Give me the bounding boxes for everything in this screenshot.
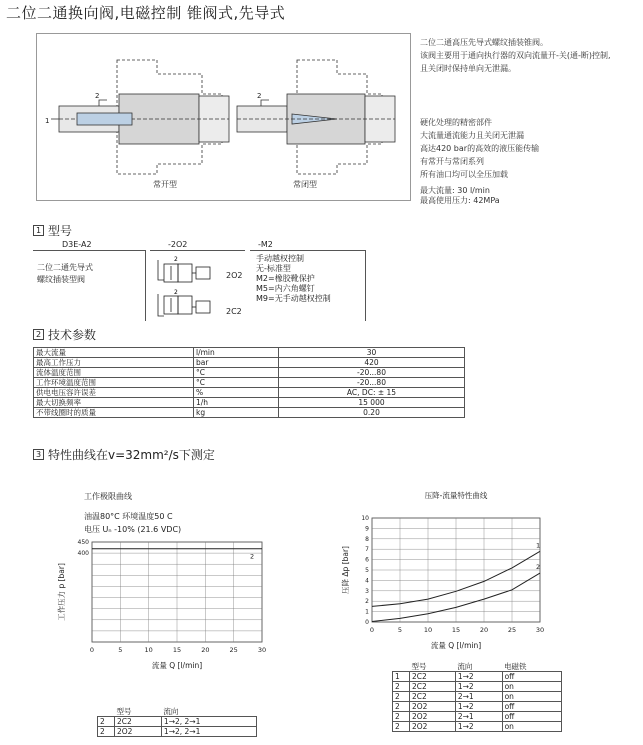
feature-line: 所有油口均可以全压加载 xyxy=(420,170,508,179)
y-tick-label: 6 xyxy=(365,556,369,564)
legend-row xyxy=(98,727,257,737)
legend-cell: 1 xyxy=(393,672,410,682)
section-curves-heading xyxy=(33,446,215,463)
symbol-label-2c2: 2C2 xyxy=(226,307,242,316)
option-line: M2=橡胶靴保护 xyxy=(256,274,315,283)
section-model-heading xyxy=(33,222,72,239)
tech-param-name: 最高工作压力 xyxy=(34,358,194,368)
x-tick-label: 5 xyxy=(397,626,403,634)
y-tick-label: 4 xyxy=(365,577,369,585)
section-tech-heading xyxy=(33,326,96,343)
legend-header-cell: 流向 xyxy=(455,662,502,672)
legend-row xyxy=(98,717,257,727)
legend-cell: 2 xyxy=(393,682,410,692)
legend-cell: 2→1 xyxy=(455,692,502,702)
legend-cell: 2C2 xyxy=(410,672,456,682)
model-code-option: -M2 xyxy=(258,240,273,249)
x-axis-label: 流量 Q [l/min] xyxy=(151,661,203,670)
feature-line: 高达420 bar的高效的液压能传输 xyxy=(420,144,540,153)
x-tick-label: 0 xyxy=(89,646,95,654)
tech-row xyxy=(34,348,465,358)
symbol-port-2-bottom: 2 xyxy=(174,289,178,296)
section-number: 1 xyxy=(33,225,44,236)
tech-param-name: 最大切换频率 xyxy=(34,398,194,408)
legend-cell: 1→2 xyxy=(455,702,502,712)
legend-cell: 2 xyxy=(393,702,410,712)
tech-param-name: 最大流量 xyxy=(34,348,194,358)
section-number: 3 xyxy=(33,449,44,460)
model-variant-line xyxy=(150,250,245,251)
y-tick-label: 1 xyxy=(365,608,369,616)
x-tick-label: 30 xyxy=(535,626,545,634)
tech-param-value: 0.20 xyxy=(279,408,465,418)
feature-line: 硬化处理的精密部件 xyxy=(420,118,492,127)
legend-row xyxy=(393,682,562,692)
y-tick-label: 9 xyxy=(365,525,369,533)
y-tick-label: 5 xyxy=(365,567,369,574)
y-tick-label: 3 xyxy=(365,587,369,595)
tech-param-name: 流体温度范围 xyxy=(34,368,194,378)
legend-cell: 1→2 xyxy=(455,722,502,732)
x-tick-label: 0 xyxy=(369,626,375,634)
legend-header-cell xyxy=(98,707,115,717)
page-title: 二位二通换向阀,电磁控制 锥阀式,先导式 xyxy=(6,4,286,22)
description-features xyxy=(420,116,539,181)
tech-param-unit: 1/h xyxy=(194,398,279,408)
legend-cell: 2O2 xyxy=(410,712,456,722)
tech-row xyxy=(34,358,465,368)
port-2-open: 2 xyxy=(95,92,100,100)
tech-param-unit: l/min xyxy=(194,348,279,358)
legend-header-row xyxy=(393,662,562,672)
section-number: 2 xyxy=(33,329,44,340)
label-open-type: 常开型 xyxy=(153,180,177,189)
chart1-title: 工作极限曲线 xyxy=(84,492,132,501)
chart2-title: 压降-流量特性曲线 xyxy=(424,491,488,500)
chart1-legend-table xyxy=(97,707,257,737)
tech-param-name: 工作环境温度范围 xyxy=(34,378,194,388)
model-code-variant: -2O2 xyxy=(168,240,188,249)
x-tick-label: 20 xyxy=(201,646,210,654)
x-tick-label: 5 xyxy=(118,646,123,654)
y-tick-label: 400 xyxy=(77,550,89,558)
port-2-closed: 2 xyxy=(257,92,262,100)
y-tick-label: 450 xyxy=(77,539,89,546)
desc-line: 二位二通高压先导式螺纹插装锥阀。 xyxy=(420,38,548,47)
model-description xyxy=(37,262,93,286)
label-closed-type: 常闭型 xyxy=(293,180,317,189)
tech-param-unit: kg xyxy=(194,408,279,418)
section-title: 特性曲线在v=32mm²/s下测定 xyxy=(48,448,215,462)
series-label: 1 xyxy=(536,541,541,550)
model-options-list xyxy=(256,254,331,304)
legend-header-cell xyxy=(393,662,410,672)
y-tick-label: 7 xyxy=(365,546,369,554)
legend-cell: off xyxy=(502,702,561,712)
legend-row xyxy=(393,722,562,732)
legend-cell: 1→2 xyxy=(455,682,502,692)
valve-cross-section-svg xyxy=(37,34,410,200)
model-desc-line: 二位二通先导式 xyxy=(37,263,93,272)
tech-row xyxy=(34,398,465,408)
tech-param-value: -20...80 xyxy=(279,378,465,388)
x-tick-label: 25 xyxy=(507,626,517,634)
section-title: 型号 xyxy=(48,224,73,238)
legend-cell: 1→2, 2→1 xyxy=(161,717,256,727)
legend-cell: on xyxy=(502,682,561,692)
y-tick-label: 10 xyxy=(361,515,369,522)
tech-param-value: AC, DC: ± 15 xyxy=(279,388,465,398)
option-line: 无-标准型 xyxy=(256,264,291,273)
legend-header-cell: 电磁铁 xyxy=(502,662,561,672)
legend-cell: 2C2 xyxy=(410,692,456,702)
cross-section-drawing xyxy=(36,33,411,201)
legend-row xyxy=(393,702,562,712)
legend-header-cell: 型号 xyxy=(410,662,456,672)
chart-working-limit xyxy=(50,536,280,676)
legend-cell: 2O2 xyxy=(115,727,162,737)
legend-row xyxy=(393,712,562,722)
y-tick-label: 2 xyxy=(365,598,369,606)
chart-pressure-drop xyxy=(330,486,560,656)
x-axis-label: 流量 Q [l/min] xyxy=(430,641,482,650)
feature-line: 有常开与常闭系列 xyxy=(420,157,484,166)
legend-cell: on xyxy=(502,722,561,732)
chart1-condition-1: 油温80°C 环境温度50 C xyxy=(84,512,173,521)
option-line: 手动越权控制 xyxy=(256,254,304,263)
option-line: M5=内六角螺钉 xyxy=(256,284,315,293)
legend-cell: 2 xyxy=(393,692,410,702)
tech-params-table xyxy=(33,347,465,418)
description-top xyxy=(420,36,611,75)
option-line: M9=无手动越权控制 xyxy=(256,294,331,303)
x-tick-label: 15 xyxy=(451,626,461,634)
y-axis-label: 工作压力 p [bar] xyxy=(57,563,66,621)
tech-param-unit: bar xyxy=(194,358,279,368)
legend-header-cell: 流向 xyxy=(161,707,256,717)
series-label: 2 xyxy=(536,563,541,572)
legend-cell: 2 xyxy=(98,717,115,727)
tech-row xyxy=(34,408,465,418)
chart1-condition-2: 电压 Uₙ -10% (21.6 VDC) xyxy=(84,525,182,534)
y-axis-label: 压降 Δp [bar] xyxy=(341,546,350,594)
x-tick-label: 10 xyxy=(423,626,433,634)
rating-line: 最高使用压力: 42MPa xyxy=(420,196,500,205)
legend-cell: 2 xyxy=(98,727,115,737)
tech-param-value: 30 xyxy=(279,348,465,358)
tech-row xyxy=(34,378,465,388)
tech-param-unit: °C xyxy=(194,378,279,388)
legend-cell: 2 xyxy=(393,722,410,732)
legend-cell: 2C2 xyxy=(410,682,456,692)
section-title: 技术参数 xyxy=(48,328,97,342)
series-label: 2 xyxy=(250,552,255,561)
description-ratings xyxy=(420,186,500,206)
legend-cell: on xyxy=(502,692,561,702)
tech-param-unit: % xyxy=(194,388,279,398)
tech-param-name: 供电电压容许误差 xyxy=(34,388,194,398)
legend-cell: 2 xyxy=(393,712,410,722)
chart2-legend-table xyxy=(392,662,562,732)
x-tick-label: 30 xyxy=(257,646,267,654)
port-1-open: 1 xyxy=(45,117,50,125)
symbol-label-2o2: 2O2 xyxy=(226,271,243,280)
tech-row xyxy=(34,388,465,398)
legend-cell: 2C2 xyxy=(115,717,162,727)
tech-param-value: -20...80 xyxy=(279,368,465,378)
legend-cell: off xyxy=(502,712,561,722)
feature-line: 大流量通流能力且关闭无泄漏 xyxy=(420,131,524,140)
tech-param-value: 15 000 xyxy=(279,398,465,408)
legend-cell: 2O2 xyxy=(410,722,456,732)
legend-cell: 1→2, 2→1 xyxy=(161,727,256,737)
legend-header-cell: 型号 xyxy=(115,707,162,717)
symbol-port-2-top: 2 xyxy=(174,256,178,263)
y-tick-label: 8 xyxy=(365,535,369,543)
model-desc-line: 螺纹插装型阀 xyxy=(37,275,85,284)
legend-header-row xyxy=(98,707,257,717)
tech-param-unit: °C xyxy=(194,368,279,378)
tech-row xyxy=(34,368,465,378)
legend-cell: 2→1 xyxy=(455,712,502,722)
x-tick-label: 10 xyxy=(144,646,153,654)
desc-line: 该阀主要用于通向执行器的双向流量开-关(通-断)控制, xyxy=(420,51,611,60)
tech-param-name: 不带线圈时的质量 xyxy=(34,408,194,418)
valve-closed-drawing xyxy=(237,60,395,174)
rating-line: 最大流量: 30 l/min xyxy=(420,186,490,195)
y-tick-label: 0 xyxy=(365,619,369,626)
x-tick-label: 20 xyxy=(479,626,489,634)
legend-cell: 2O2 xyxy=(410,702,456,712)
legend-cell: 1→2 xyxy=(455,672,502,682)
tech-param-value: 420 xyxy=(279,358,465,368)
desc-line: 且关闭时保持单向无泄漏。 xyxy=(420,64,516,73)
legend-row xyxy=(393,672,562,682)
x-tick-label: 15 xyxy=(172,646,182,654)
x-tick-label: 25 xyxy=(229,646,238,654)
valve-open-drawing xyxy=(51,60,229,174)
model-code-main: D3E-A2 xyxy=(62,240,92,249)
legend-row xyxy=(393,692,562,702)
legend-cell: off xyxy=(502,672,561,682)
